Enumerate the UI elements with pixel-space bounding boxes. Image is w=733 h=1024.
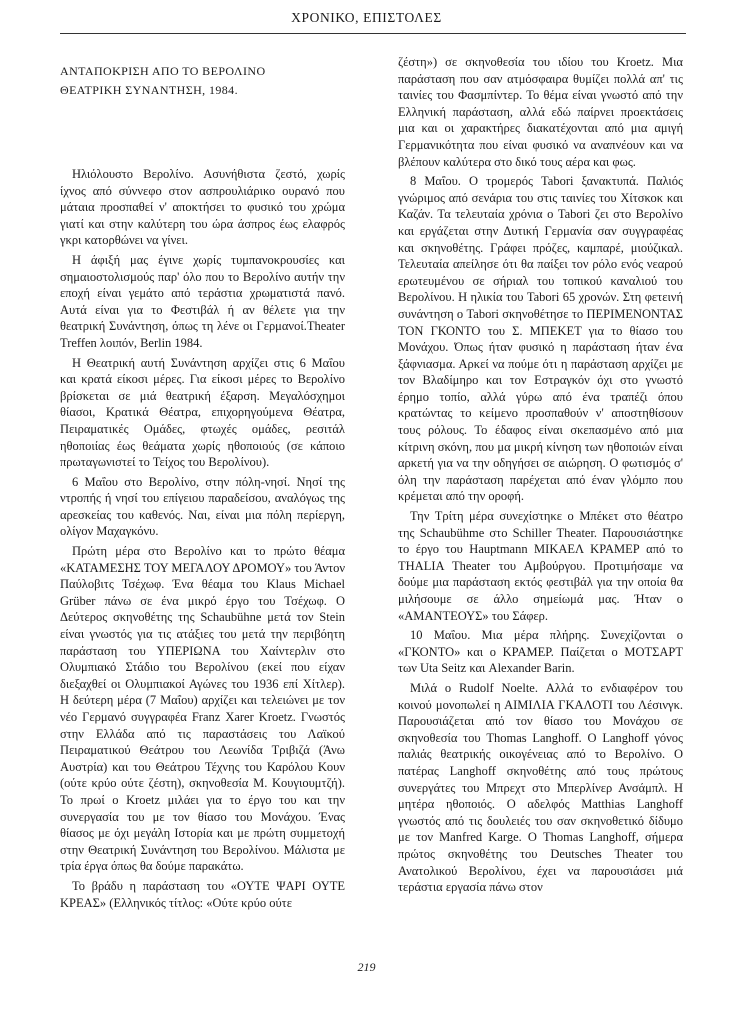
paragraph: Πρώτη μέρα στο Βερολίνο και το πρώτο θέαμα «ΚΑΤΑΜΕΣΗΣ ΤΟΥ ΜΕΓΑΛΟΥ ΔΡΟΜΟΥ» του Άντον Παύλοβιτς Τσέχωφ. Ένα θέαμα του Klaus Michael Grüber πάνω σε ένα μικρό έργο του Τσέχωφ. Ο Δεύτερος σκηνοθέτης της Schaubühne μετά τον Stein είναι γνωστός για τις ατάξιες του μετά την περιβόητη παράσταση του ΥΠΕΡΙΩΝΑ του Χαίντερλιν στο Ολυμπιακό Στάδιο του Βερολίνου (εκεί που είχαν διεξαχθεί οι Ολυμπιακοί Αγώνες του 1936 επί Χίτλερ). Η δεύτερη μέρα (7 Μαΐου) αρχίζει και τελειώνει με τον νέο Γερμανό συγγραφέα Franz Xarer Kroetz. Γνωστός στην Ελλάδα από τις παραστάσεις του Λαϊκού Πειραματικού Θεάτρου του Λεωνίδα Τριβιζά (Άνω Αυστρία) και του Θεάτρου Τέχνης του Καρόλου Κουν (ούτε κρύο ούτε ζέστη), σκηνοθεσία Μ. Κουγιουμτζή). Το πρωί ο Kroetz μιλάει για το έργο του και την συνεργασία του με τον θίασο του Μονάχου. Ένας θίασος με όχι μεγάλη Ιστορία και με πρώτη συμμετοχή στην Θεατρική Συνάντηση του Βερολίνου. Μάλιστα με τρία έργα όπως θα δούμε παρακάτω. <box>60 544 345 874</box>
paragraph: Μιλά ο Rudolf Noelte. Αλλά το ενδιαφέρον του κοινού μονοπωλεί η ΑΙΜΙΛΙΑ ΓΚΑΛΟΤΙ του Λέσινγκ. Παρουσιάζεται από τον θίασο του Μονάχου σε σκηνοθεσία του Thomas Langhoff. Ο Langhoff γόνος παλιάς θεατρικής οικογένειας από το Βερολίνο. Ο πατέρας Langhoff σκηνοθέτης από τους πρώτους συνεργάτες του Μπρεχτ στο Μπερλίνερ Ανσάμπλ. Η μητέρα ηθοποιός. Ο αδελφός Matthias Langhoff γνωστός από τις δουλειές του σαν σκηνοθετικό δίδυμο με τον Manfred Karge. Ο Thomas Langhoff, σήμερα πρώτος σκηνοθέτης του Deutsches Theater του Ανατολικού Βερολίνου, έχει να παρουσιάσει μιά τεράστια εργασία πάνω στον <box>398 680 683 895</box>
paragraph-continuation: ζέστη») σε σκηνοθεσία του ιδίου του Kroetz. Μια παράσταση που σαν ατμόσφαιρα θυμίζει πολλά απ' τις ταινίες του Φασμπίντερ. Το θέμα είναι γνωστό από την Ελληνική παράσταση, αλλά εδώ παίρνει προεκτάσεις μια και οι χαρακτήρες διακατέχονται από μια αμιγή Γερμανικότητα που είναι φυσικό να αναπνέουν και να βλέπουν καλύτερα στο δικό τους αέρα και φως. <box>398 55 683 169</box>
right-column <box>398 54 683 899</box>
paragraph: 8 Μαΐου. Ο τρομερός Tabori ξανακτυπά. Παλιός γνώριμος από σενάρια του στις ταινίες του Χίτσκοκ και Καζάν. Τα τελευταία χρόνια ο Tabori ζει στο Βερολίνο και εργάζεται στην Δυτική Γερμανία σαν συγγραφέας και σκηνοθέτης. Γράφει πρόζες, καμπαρέ, μιούζικαλ. Τελευταία απείλησε ότι θα παίξει τον ρόλο ενός νεαρού ερωτευμένου σε σήριαλ του τοπικού καναλιού του Βερολίνου. Η ηλικία του Tabori 65 χρονών. Στη φετεινή συνάντηση ο Tabori σκηνοθέτησε το ΠΕΡΙΜΕΝΟΝΤΑΣ ΤΟΝ ΓΚΟΝΤΟ του Σ. ΜΠΕΚΕΤ για το θίασο του Μονάχου. Όπως ήταν φυσικό η παράσταση ήταν ένα ξάφνιασμα. Αρκεί να πούμε ότι η παράσταση αρχίζει με τον Βλαδίμηρο και τον Εστραγκόν όχι στο γνωστό έρημο τοπίο, αλλά γύρω από ένα τραπέζι όπου κρατώντας το κείμενο προσπαθούν ν' αποστηθίσουν τους ρόλους. Το έδαφος είναι σκεπασμένο από μια κίτρινη σκόνη, που μα μικρή κίνηση των ηθοποιών είναι αρκετή για να την οδηγήσει σε αιώρηση. Ο φωτισμός σ' όλη την παράσταση παρέχεται από έναν γλόμπο που κρέμεται από την οροφή. <box>398 174 683 504</box>
header-rule <box>60 33 686 34</box>
article-heading-line-2: ΘΕΑΤΡΙΚΗ ΣΥΝΑΝΤΗΣΗ, 1984. <box>60 83 238 97</box>
left-column <box>60 62 345 914</box>
running-head: ΧΡΟΝΙΚΟ, ΕΠΙΣΤΟΛΕΣ <box>291 10 442 25</box>
paragraph: 10 Μαΐου. Μια μέρα πλήρης. Συνεχίζονται ο «ΓΚΟΝΤΟ» και ο ΚΡΑΜΕΡ. Παίζεται ο ΜΟΤΣΑΡΤ των Uta Seitz και Alexander Barin. <box>398 628 683 676</box>
paragraph: Η Θεατρική αυτή Συνάντηση αρχίζει στις 6 Μαΐου και κρατά είκοσι μέρες. Για είκοσι μέρες το Βερολίνο βρίσκεται σε μιά θεατρική έξαρση. Μεγαλόσχημοι θίασοι, Κρατικά Θέατρα, επιχορηγούμενα Θέατρα, Πειραματικές Ομάδες, φτωχές ομάδες, ρεσιτάλ ηθοποιίας έως θεάματα χωρίς ηθοποιούς (σε κάποιο πρωταγωνιστεί το Τείχος του Βερολίνου). <box>60 355 345 470</box>
article-heading <box>60 62 345 100</box>
paragraph: 6 Μαΐου στο Βερολίνο, στην πόλη-νησί. Νησί της ντροπής ή νησί του επίγειου παραδείσου, αναλόγως της αρεσκείας του καθενός. Ναι, είναι μια πόλη περίεργη, ολίγον Μαχαγκόνυ. <box>60 474 345 539</box>
paragraph: Η άφιξή μας έγινε χωρίς τυμπανοκρουσίες και σημαιοστολισμούς παρ' όλο που το Βερολίνο αυτήν την εποχή είναι γεμάτο από τεράστια χρωματιστά πανό. Αυτά είναι για το Φεστιβάλ ή αν θέλετε για την θεατρική Συνάντηση, όπως τη λένε οι Γερμανοί.Theater Treffen λοιπόν, Berlin 1984. <box>60 252 345 350</box>
paragraph: Το βράδυ η παράσταση του «ΟΥΤΕ ΨΑΡΙ ΟΥΤΕ ΚΡΕΑΣ» (Ελληνικός τίτλος: «Ούτε κρύο ούτε <box>60 878 345 910</box>
page-number: 219 <box>357 960 376 974</box>
article-heading-line-1: ΑΝΤΑΠΟΚΡΙΣΗ ΑΠΟ ΤΟ ΒΕΡΟΛΙΝΟ <box>60 64 266 78</box>
paragraph: Ηλιόλουστο Βερολίνο. Ασυνήθιστα ζεστό, χωρίς ίχνος από σύννεφο στον ασπρουλιάρικο ουρανό που μάταια προσπαθεί ν' αποκτήσει το φυσικό του χρώμα γιατί και στην καλύτερη του ώρα άσπρος έως ελαφρός γκρι κατορθώνει να γίνει. <box>60 167 345 248</box>
paragraph: Την Τρίτη μέρα συνεχίστηκε ο Μπέκετ στο θέατρο της Schaubühme στο Schiller Theater. Παρουσιάστηκε το έργο του Hauptmann ΜΙΚΑΕΛ ΚΡΑΜΕΡ από το THALIA Theater του Αμβούργου. Προτιμήσαμε να δούμε μια παράσταση εκτός φεστιβάλ για την οποία θα μιλήσουμε σε άλλο σημείωμά μας. Ήταν ο «ΑΜΑΝΤΕΟΥΣ» του Σάφερ. <box>398 509 683 623</box>
